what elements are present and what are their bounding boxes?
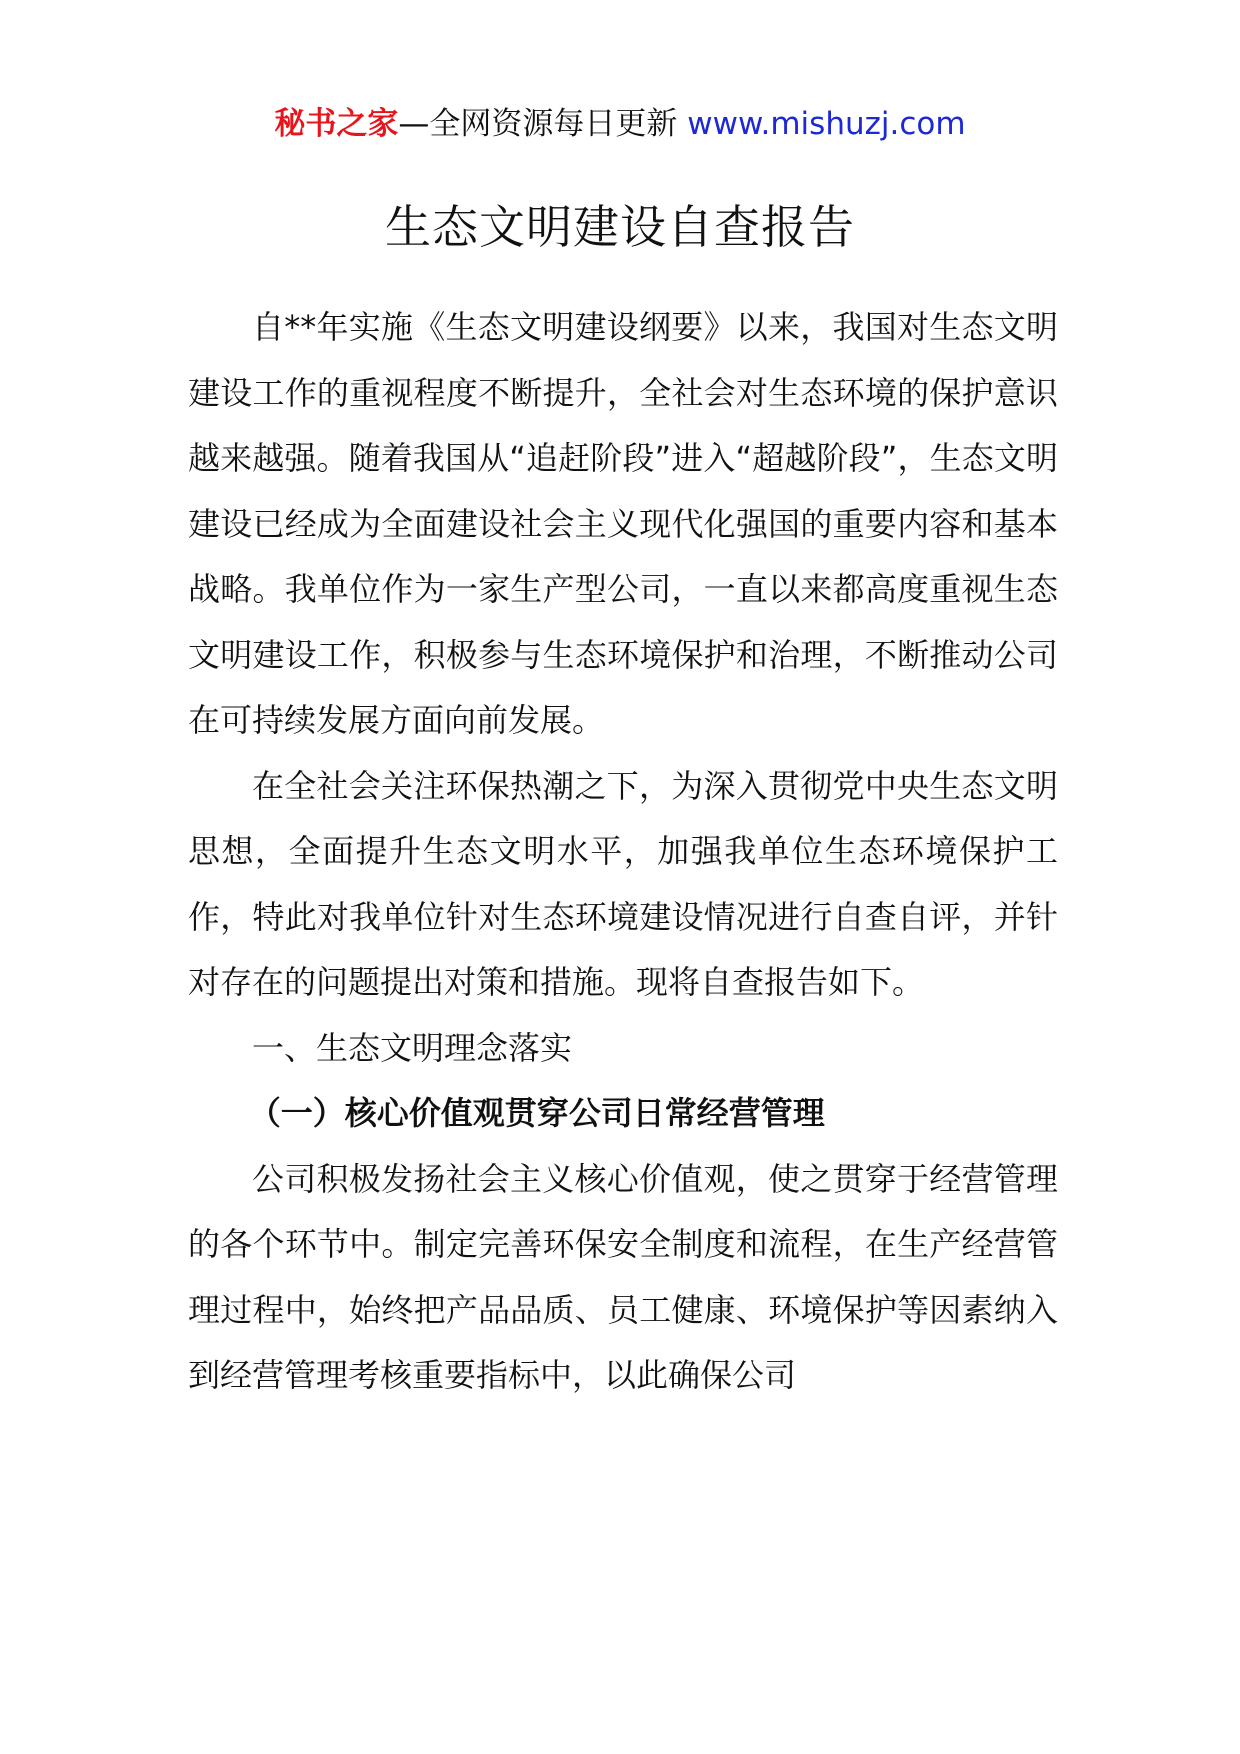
subsection-paragraph-1: 公司积极发扬社会主义核心价值观，使之贯穿于经营管理的各个环节中。制定完善环保安全制度和流程，在生产经营管理过程中，始终把产品品质、员工健康、环境保护等因素纳入到经营管理考核重要指标中，以此确保公司 — [188, 1159, 1058, 1394]
document-title: 生态文明建设自查报告 — [385, 200, 855, 254]
watermark-header — [0, 100, 1240, 148]
intro-paragraph-1: 自**年实施《生态文明建设纲要》以来，我国对生态文明建设工作的重视程度不断提升，全社会对生态环境的保护意识越来越强。随着我国从“追赶阶段”进入“超越阶段”，生态文明建设已经成为全面建设社会主义现代化强国的重要内容和基本战略。我单位作为一家生产型公司，一直以来都高度重视生态文明建设工作，积极参与生态环境保护和治理，不断推动公司在可持续发展方面向前发展。 — [188, 308, 1058, 739]
subsection-heading-1: （一）核心价值观贯穿公司日常经营管理 — [248, 1094, 825, 1132]
document-body — [188, 295, 1058, 1409]
intro-paragraph-2: 在全社会关注环保热潮之下，为深入贯彻党中央生态文明思想，全面提升生态文明水平，加强我单位生态环境保护工作，特此对我单位针对生态环境建设情况进行自查自评，并针对存在的问题提出对策和措施。现将自查报告如下。 — [188, 766, 1058, 1001]
header-url[interactable]: www.mishuzj.com — [687, 106, 966, 142]
section-heading-1: 一、生态文明理念落实 — [252, 1028, 573, 1067]
header-slogan: —全网资源每日更新 — [398, 106, 688, 142]
header-brand: 秘书之家 — [274, 106, 399, 142]
